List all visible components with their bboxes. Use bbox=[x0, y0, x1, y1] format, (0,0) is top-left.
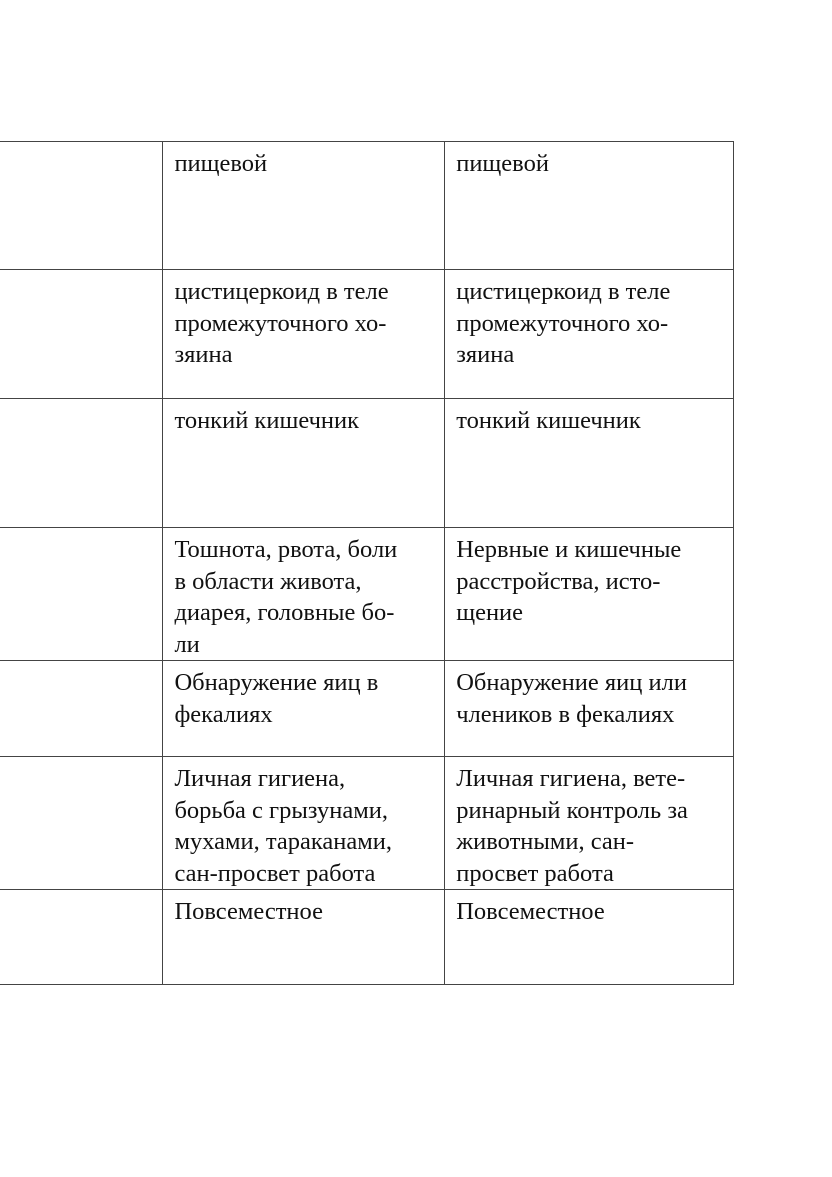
table-row-distribution bbox=[0, 890, 734, 985]
row-label-cell bbox=[0, 399, 163, 528]
table-cell-col-b bbox=[445, 757, 734, 890]
cell-text: пищевой bbox=[174, 150, 268, 177]
table-cell-col-b bbox=[445, 142, 734, 270]
table-cell-col-a bbox=[163, 142, 445, 270]
row-label-cell bbox=[0, 142, 163, 270]
comparison-table bbox=[0, 141, 734, 985]
table-row-symptoms bbox=[0, 528, 734, 661]
table-cell-col-b bbox=[445, 270, 734, 399]
table-cell-col-b bbox=[445, 399, 734, 528]
cell-text: цистицеркоид в теле промежуточного хо- зяина bbox=[174, 278, 389, 368]
table-cell-col-a bbox=[163, 528, 445, 661]
table-row-localization bbox=[0, 399, 734, 528]
cell-text: Обнаружение яиц или члеников в фекалиях bbox=[456, 669, 687, 728]
cell-text: тонкий кишечник bbox=[456, 407, 641, 434]
table-row-infection-route bbox=[0, 142, 734, 270]
cell-text: Повсеместное bbox=[174, 898, 323, 925]
cell-text: Нервные и кишечные расстройства, исто- щение bbox=[456, 536, 682, 626]
table-row-invasive-stage bbox=[0, 270, 734, 399]
table-row-diagnosis bbox=[0, 661, 734, 757]
table-row-prevention bbox=[0, 757, 734, 890]
cell-text: Обнаружение яиц в фекалиях bbox=[174, 669, 379, 728]
table-cell-col-a bbox=[163, 270, 445, 399]
cell-text: Тошнота, рвота, боли в области живота, диарея, головные бо- ли bbox=[174, 536, 398, 658]
table-cell-col-a bbox=[163, 399, 445, 528]
table-cell-col-a bbox=[163, 661, 445, 757]
cell-text: Личная гигиена, борьба с грызунами, мухами, тараканами, сан-просвет работа bbox=[174, 765, 392, 887]
row-label-cell bbox=[0, 890, 163, 985]
cell-text: цистицеркоид в теле промежуточного хо- зяина bbox=[456, 278, 671, 368]
cell-text: тонкий кишечник bbox=[174, 407, 360, 434]
table-cell-col-b bbox=[445, 528, 734, 661]
cell-text: пищевой bbox=[456, 150, 549, 177]
cell-text: Повсеместное bbox=[456, 898, 605, 925]
row-label-cell bbox=[0, 270, 163, 399]
row-label-cell bbox=[0, 661, 163, 757]
table-cell-col-a bbox=[163, 890, 445, 985]
table-cell-col-a bbox=[163, 757, 445, 890]
row-label-cell bbox=[0, 528, 163, 661]
table-cell-col-b bbox=[445, 890, 734, 985]
table-cell-col-b bbox=[445, 661, 734, 757]
row-label-cell bbox=[0, 757, 163, 890]
cell-text: Личная гигиена, вете- ринарный контроль за животными, сан- просвет работа bbox=[456, 765, 688, 887]
